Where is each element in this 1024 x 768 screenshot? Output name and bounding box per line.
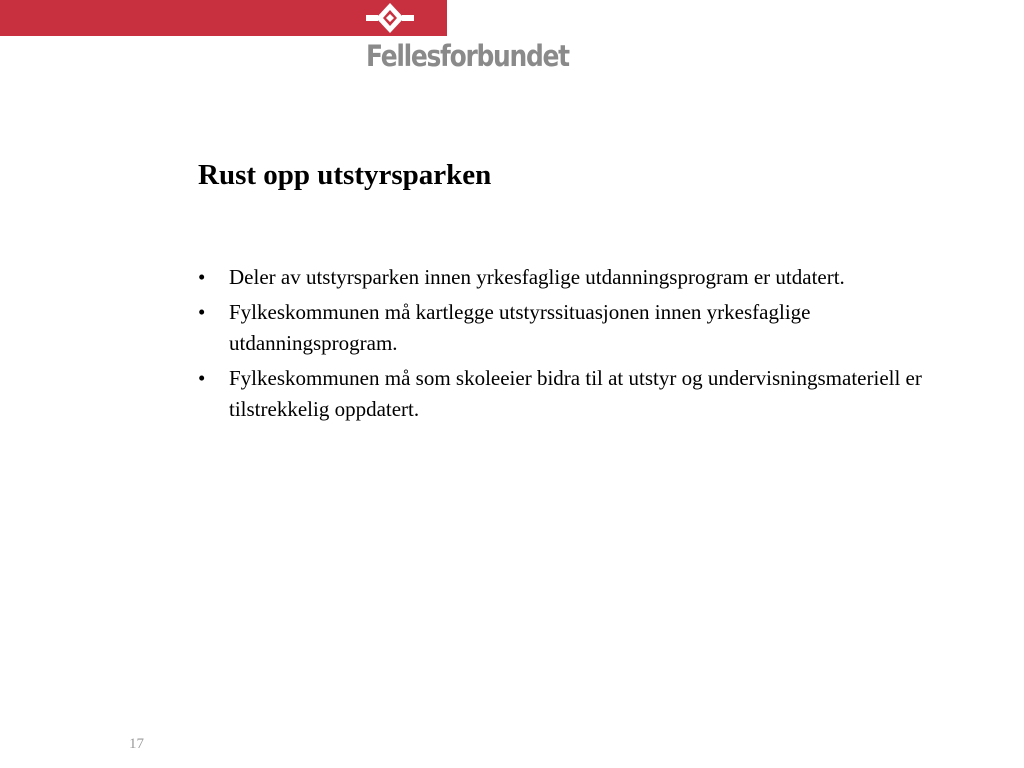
bullet-marker: • — [198, 366, 206, 390]
fellesforbundet-logo-icon — [363, 0, 417, 36]
bullet-list — [198, 262, 958, 429]
bullet-item — [198, 297, 958, 359]
bullet-marker: • — [198, 265, 206, 289]
bullet-item — [198, 262, 958, 293]
bullet-text: Fylkeskommunen må kartlegge utstyrssituasjonen innen yrkesfaglige utdanningsprogram. — [229, 300, 811, 355]
bullet-item — [198, 363, 958, 425]
brand-bar — [0, 0, 447, 36]
page-number: 17 — [129, 736, 144, 752]
logo-wordmark: Fellesforbundet — [366, 39, 569, 73]
bullet-text: Fylkeskommunen må som skoleeier bidra til at utstyr og undervisningsmateriell er tilstrekkelig oppdatert. — [229, 366, 922, 421]
bullet-text: Deler av utstyrsparken innen yrkesfaglige utdanningsprogram er utdatert. — [229, 265, 845, 289]
bullet-marker: • — [198, 300, 206, 324]
slide-title: Rust opp utstyrsparken — [198, 159, 492, 191]
